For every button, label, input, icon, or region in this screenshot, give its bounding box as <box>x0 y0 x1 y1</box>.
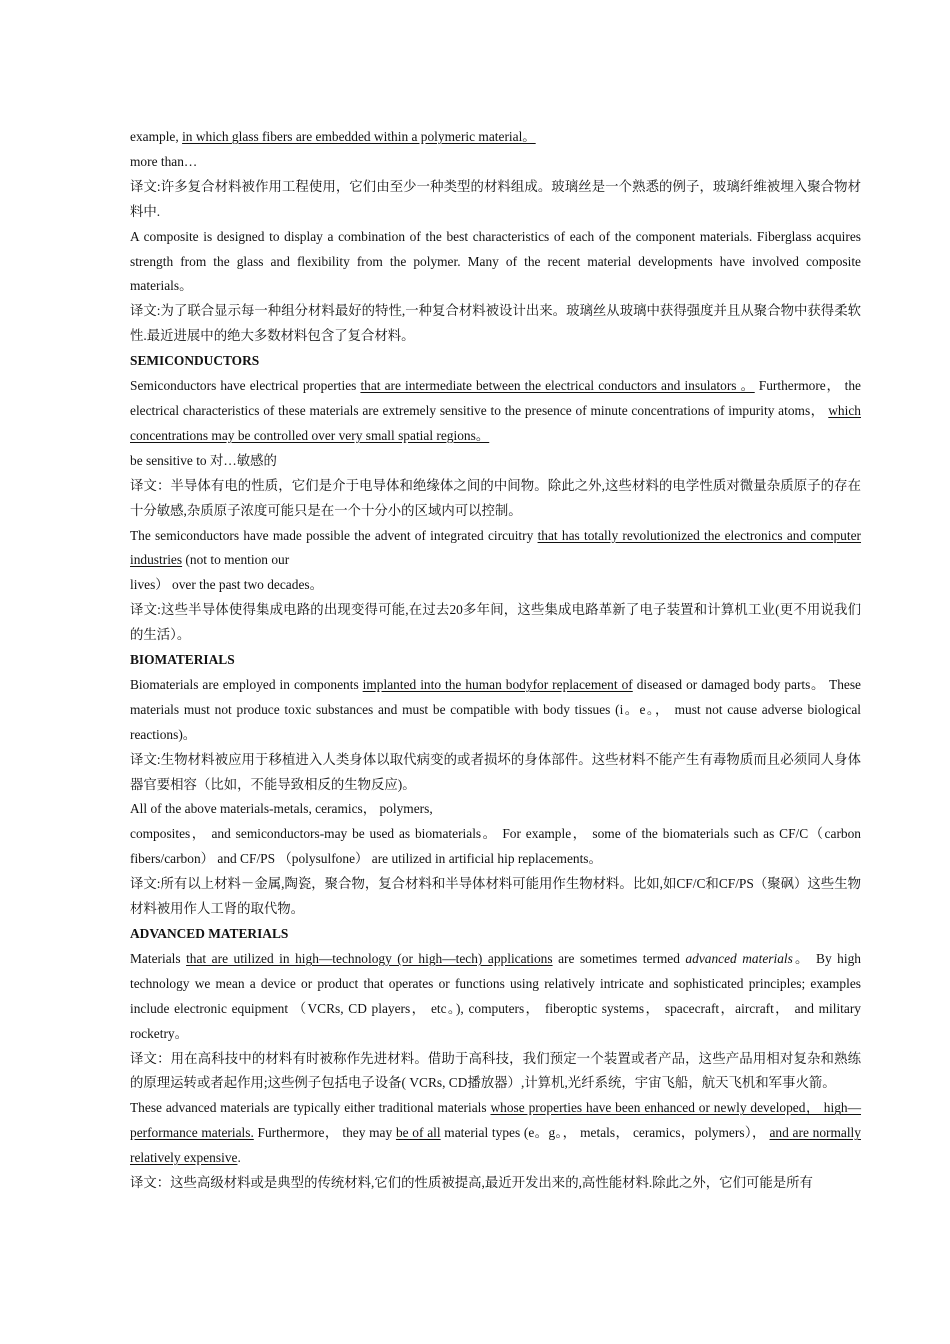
section-heading-semiconductors: SEMICONDUCTORS <box>130 353 260 369</box>
paragraph-translation: 译文:所有以上材料－金属,陶瓷，聚合物，复合材料和半导体材料可能用作生物材料。比如,如CF/C和CF/PS（聚砜）这些生物材料被用作人工肾的取代物。 <box>130 876 861 917</box>
paragraph-translation: 译文：这些高级材料或是典型的传统材料,它们的性质被提高,最近开发出来的,高性能材料.除此之外，它们可能是所有 <box>130 1175 813 1191</box>
italic-term: advanced materials <box>685 950 793 966</box>
underlined-phrase: that has totally revolutionized the electronics and computer industries <box>130 527 862 568</box>
underlined-phrase: and are normally relatively expensive <box>130 1125 861 1166</box>
vocab-note: be sensitive to 对…敏感的 <box>130 452 277 468</box>
paragraph-english: The semiconductors have made possible the advent of integrated circuitry that has totally revolutionized the electronics and computer industries (not to mention our <box>130 527 862 568</box>
paragraph-english: All of the above materials-metals, ceramics， polymers, <box>130 801 433 817</box>
paragraph-translation: 译文:这些半导体使得集成电路的出现变得可能,在过去20多年间，这些集成电路革新了电子装置和计算机工业(更不用说我们的生活）。 <box>130 602 861 643</box>
paragraph-english: Materials that are utilized in high—technology (or high—tech) applications are sometimes termed advanced materials。 By high technology we mean a device or product that operates or functions using relatively intricate and sophisticated principles; examples include electronic equipment （VCRs, CD players， etc。), computers， fiberoptic systems， spacecraft，aircraft， and military rocketry。 <box>130 950 861 1041</box>
paragraph-english: lives） over the past two decades。 <box>130 577 323 593</box>
vocab-note: more than… <box>130 153 198 169</box>
paragraph-english: A composite is designed to display a combination of the best characteristics of each of the component materials. Fiberglass acquires strength from the glass and flexibility from the polymer. Many of the recent material developments have involved composite materials。 <box>130 228 861 294</box>
paragraph-english: example, in which glass fibers are embedded within a polymeric material。 <box>130 129 536 144</box>
underlined-phrase: be of all <box>395 1125 441 1141</box>
paragraph-translation: 译文：半导体有电的性质，它们是介于电导体和绝缘体之间的中间物。除此之外,这些材料的电学性质对微量杂质原子的存在十分敏感,杂质原子浓度可能只是在一个十分小的区域内可以控制。 <box>130 477 861 518</box>
paragraph-english: composites， and semiconductors-may be used as biomaterials。 For example， some of the biomaterials such as CF/C（carbon fibers/carbon） and CF/PS （polysulfone） are utilized in artificial hip replacements。 <box>130 826 861 867</box>
underlined-phrase: that are intermediate between the electrical conductors and insulators 。 <box>360 378 755 394</box>
paragraph-translation: 译文:生物材料被应用于移植进入人类身体以取代病变的或者损坏的身体部件。这些材料不能产生有毒物质而且必须同人身体器官要相容（比如，不能导致相反的生物反应)。 <box>130 751 861 792</box>
paragraph-translation: 译文:许多复合材料被作用工程使用，它们由至少一种类型的材料组成。玻璃丝是一个熟悉的例子，玻璃纤维被埋入聚合物材料中. <box>130 178 861 219</box>
underlined-phrase: implanted into the human bodyfor replacement of <box>362 676 633 692</box>
underlined-phrase: that are utilized in high—technology (or high—tech) applications <box>186 950 553 966</box>
paragraph-english: Biomaterials are employed in components implanted into the human bodyfor replacement of diseased or damaged body parts。 These materials must not produce toxic substances and must be compatible with body tissues (i。e。， must not cause adverse biological reactions)。 <box>130 676 861 742</box>
document-page <box>130 125 861 1196</box>
paragraph-english: Semiconductors have electrical properties that are intermediate between the electrical conductors and insulators 。 Furthermore， the electrical characteristics of these materials are extremely sensitive to the presence of minute concentrations of impurity atoms， which concentrations may be controlled over very small spatial regions。 <box>130 378 861 443</box>
underlined-phrase: whose properties have been enhanced or newly developed， high—performance materials. <box>130 1100 861 1141</box>
paragraph-english: These advanced materials are typically either traditional materials whose properties have been enhanced or newly developed， high—performance materials. Furthermore， they may be of all material types (e。g。， metals， ceramics，polymers）， and are normally relatively expensive. <box>130 1100 861 1166</box>
section-heading-advanced-materials: ADVANCED MATERIALS <box>130 926 289 941</box>
underlined-phrase: in which glass fibers are embedded within a polymeric material。 <box>182 129 536 144</box>
section-heading-biomaterials: BIOMATERIALS <box>130 652 235 668</box>
paragraph-translation: 译文：用在高科技中的材料有时被称作先进材料。借助于高科技，我们预定一个装置或者产品，这些产品用相对复杂和熟练的原理运转或者起作用;这些例子包括电子设备( VCRs, CD播放器）,计算机,光纤系统，宇宙飞船，航天飞机和军事火箭。 <box>130 1050 861 1091</box>
underlined-phrase: which concentrations may be controlled over very small spatial regions。 <box>130 402 861 443</box>
paragraph-translation: 译文:为了联合显示每一种组分材料最好的特性,一种复合材料被设计出来。玻璃丝从玻璃中获得强度并且从聚合物中获得柔软性.最近进展中的绝大多数材料包含了复合材料。 <box>130 303 861 344</box>
